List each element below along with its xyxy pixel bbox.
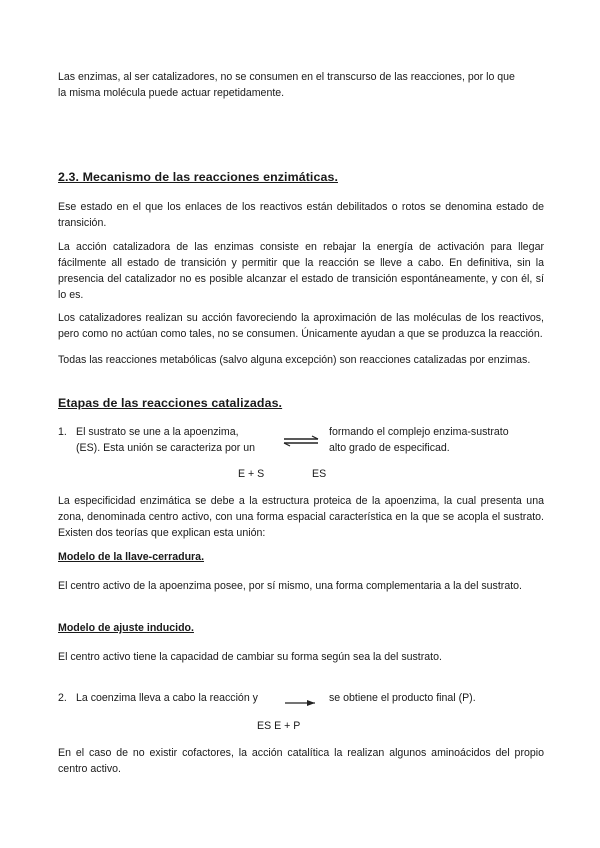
- double-arrow-icon: [282, 433, 320, 449]
- paragraph-llave-cerradura: El centro activo de la apoenzima posee, por sí mismo, una forma complementaria a la del sustrato.: [58, 580, 522, 592]
- etapas-heading: Etapas de las reacciones catalizadas.: [58, 396, 283, 410]
- step-1-right-line-1: formando el complejo enzima-sustrato: [329, 426, 509, 438]
- step-2-right: se obtiene el producto final (P).: [329, 692, 476, 704]
- equation-e-plus-s: E + S: [238, 468, 265, 480]
- paragraph-accion-catalizadora: La acción catalizadora de las enzimas consiste en rebajar la energía de activación para llegar fácilmente all estado de transición y permitir que la reacción se lleve a cabo. En definitiva, sin la presencia del catalizador no es posible alcanzar el estado de transición espontáneamente, y con él, sí lo es.: [58, 241, 544, 301]
- section-2-3-heading: 2.3. Mecanismo de las reacciones enzimáticas.: [58, 170, 338, 184]
- paragraph-especificidad: La especificidad enzimática se debe a la estructura proteica de la apoenzima, la cual presenta una zona, denominada centro activo, con una forma espacial característica en la que se acopla el sustrato. Existen dos teorías que explican esta unión:: [58, 495, 544, 539]
- equation-es: ES: [312, 468, 327, 480]
- intro-line-1: Las enzimas, al ser catalizadores, no se consumen en el transcurso de las reacciones, por lo que: [58, 71, 515, 83]
- paragraph-catalizadores: Los catalizadores realizan su acción favoreciendo la aproximación de las moléculas de los reactivos, pero como no actúan como tales, no se consumen. Únicamente ayudan a que se produzca la reacción.: [58, 312, 544, 340]
- equation-es-e-plus-p: ES E + P: [257, 720, 301, 732]
- step-2-number: 2.: [58, 692, 67, 704]
- llave-cerradura-heading: Modelo de la llave-cerradura.: [58, 551, 205, 563]
- paragraph-estado-transicion: Ese estado en el que los enlaces de los reactivos están debilitados o rotos se denomina estado de transición.: [58, 201, 544, 229]
- intro-line-2: la misma molécula puede actuar repetidamente.: [58, 87, 285, 99]
- step-2-left: La coenzima lleva a cabo la reacción y: [76, 692, 258, 704]
- paragraph-reacciones-metabolicas: Todas las reacciones metabólicas (salvo alguna excepción) son reacciones catalizadas por enzimas.: [58, 354, 531, 366]
- arrow-icon: [283, 695, 319, 707]
- step-1-left-line-2: (ES). Esta unión se caracteriza por un: [76, 442, 256, 454]
- step-1-right-line-2: alto grado de especificad.: [329, 442, 450, 454]
- paragraph-ajuste-inducido: El centro activo tiene la capacidad de cambiar su forma según sea la del sustrato.: [58, 651, 442, 663]
- ajuste-inducido-heading: Modelo de ajuste inducido.: [58, 622, 194, 634]
- step-1-number: 1.: [58, 426, 67, 438]
- paragraph-cofactores: En el caso de no existir cofactores, la acción catalítica la realizan algunos aminoácidos del propio centro activo.: [58, 747, 544, 775]
- step-1-left-line-1: El sustrato se une a la apoenzima,: [76, 426, 239, 438]
